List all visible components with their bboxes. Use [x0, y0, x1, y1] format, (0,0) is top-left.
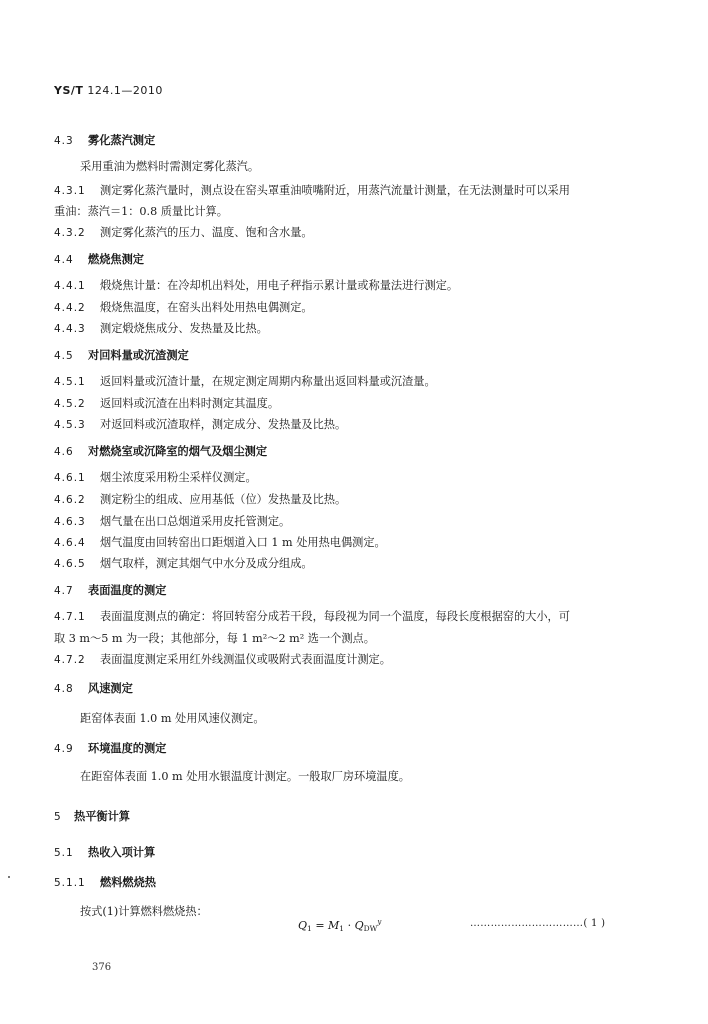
section-heading-h45 [54, 347, 189, 363]
paragraph-line-p431b [54, 203, 228, 219]
clause-text: 烟气温度由回转窑出口距烟道入口 1 m 处用热电偶测定。 [100, 536, 386, 549]
clause-number: 4.6 [54, 446, 74, 458]
section-heading-h511 [54, 874, 156, 890]
paragraph-line-p431a [54, 182, 570, 198]
paragraph-line-p441 [54, 277, 458, 293]
clause-text: 烟尘浓度采用粉尘采样仪测定。 [100, 471, 257, 484]
clause-text: 取 3 m～5 m 为一段；其他部分，每 1 m²～2 m² 选一个测点。 [54, 632, 375, 645]
clause-number: 4.3 [54, 135, 74, 147]
clause-text: 距窑体表面 1.0 m 处用风速仪测定。 [80, 712, 265, 725]
paragraph-line-p442 [54, 299, 313, 315]
paragraph-line-p443 [54, 320, 268, 336]
clause-text: 表面温度测定采用红外线测温仪或吸附式表面温度计测定。 [100, 653, 391, 666]
section-heading-h5 [54, 808, 130, 824]
section-heading-h47 [54, 582, 166, 598]
clause-text: 表面温度的测定 [88, 584, 167, 597]
clause-text: 燃烧焦测定 [88, 253, 144, 266]
standard-header [54, 84, 163, 97]
paragraph-line-p49 [80, 768, 410, 784]
clause-text: 煅烧焦计量：在冷却机出料处，用电子秤指示累计量或称量法进行测定。 [100, 279, 459, 292]
section-heading-h48 [54, 680, 133, 696]
clause-text: 表面温度测点的确定：将回转窑分成若干段，每段视为同一个温度，每段长度根据窑的大小，可 [100, 610, 570, 623]
clause-number: 4.4 [54, 254, 74, 266]
clause-text: 燃料燃烧热 [100, 876, 156, 889]
clause-text: 按式(1)计算燃料燃烧热： [80, 905, 208, 918]
clause-text: 热收入项计算 [88, 846, 156, 859]
clause-text: 测定粉尘的组成、应用基低（位）发热量及比热。 [100, 493, 347, 506]
clause-number: 4.8 [54, 683, 74, 695]
clause-text: 烟气取样，测定其烟气中水分及成分组成。 [100, 557, 313, 570]
page-number: 376 [92, 962, 112, 973]
paragraph-line-p471a [54, 608, 570, 624]
clause-number: 4.5.2 [54, 398, 86, 410]
paragraph-line-p452 [54, 395, 279, 411]
clause-text: 烟气量在出口总烟道采用皮托管测定。 [100, 515, 291, 528]
clause-number: 4.5 [54, 350, 74, 362]
clause-number: 4.4.3 [54, 323, 86, 335]
clause-number: 4.4.1 [54, 280, 86, 292]
clause-number: 4.6.5 [54, 558, 86, 570]
clause-text: 对燃烧室或沉降室的烟气及烟尘测定 [88, 445, 268, 458]
clause-text: 雾化蒸汽测定 [88, 134, 156, 147]
clause-text: 测定雾化蒸汽量时，测点设在窑头罩重油喷嘴附近，用蒸汽流量计测量，在无法测量时可以采用 [100, 184, 570, 197]
clause-number: 4.5.3 [54, 419, 86, 431]
equation-1 [0, 918, 708, 934]
paragraph-line-p511 [80, 903, 208, 919]
clause-text: 采用重油为燃料时需测定雾化蒸汽。 [80, 160, 260, 173]
paragraph-line-p465 [54, 555, 313, 571]
standard-code: YS/T [54, 84, 84, 97]
paragraph-line-p461 [54, 469, 257, 485]
paragraph-line-p464 [54, 534, 386, 550]
paragraph-line-p463 [54, 513, 290, 529]
paragraph-line-p462 [54, 491, 346, 507]
clause-number: 4.6.4 [54, 537, 86, 549]
clause-text: 测定雾化蒸汽的压力、温度、饱和含水量。 [100, 226, 313, 239]
clause-number: 4.7.2 [54, 654, 86, 666]
clause-number: 4.6.2 [54, 494, 86, 506]
clause-text: 测定煅烧焦成分、发热量及比热。 [100, 322, 268, 335]
equation-number: ( 1 ) [583, 918, 606, 929]
section-heading-h51 [54, 844, 155, 860]
formula-expression: $Q_1 = M_1 \cdot Q_{DW}^y$ [298, 918, 382, 933]
paragraph-line-p48 [80, 710, 265, 726]
clause-number: 4.3.1 [54, 185, 86, 197]
clause-number: 5.1.1 [54, 877, 86, 889]
clause-number: 4.7 [54, 585, 74, 597]
clause-number: 4.5.1 [54, 376, 86, 388]
clause-text: 风速测定 [88, 682, 133, 695]
section-heading-h46 [54, 443, 267, 459]
clause-text: 煅烧焦温度，在窑头出料处用热电偶测定。 [100, 301, 313, 314]
clause-text: 对返回料或沉渣取样，测定成分、发热量及比热。 [100, 418, 347, 431]
clause-number: 4.4.2 [54, 302, 86, 314]
clause-number: 4.9 [54, 743, 74, 755]
clause-text: 对回料量或沉渣测定 [88, 349, 189, 362]
section-heading-h49 [54, 740, 166, 756]
clause-number: 4.6.3 [54, 516, 86, 528]
paragraph-line-p451 [54, 373, 436, 389]
paragraph-line-p472 [54, 651, 391, 667]
paragraph-line-p432 [54, 224, 313, 240]
clause-number: 4.7.1 [54, 611, 86, 623]
paragraph-line-p453 [54, 416, 346, 432]
equation-leader: ……………………………( 1 ) [470, 918, 606, 929]
clause-text: 热平衡计算 [74, 810, 130, 823]
scan-speck [8, 876, 10, 878]
section-heading-h43 [54, 132, 155, 148]
clause-text: 重油：蒸汽＝1：0.8 质量比计算。 [54, 205, 228, 218]
paragraph-line-p471b [54, 630, 375, 646]
clause-text: 返回料或沉渣在出料时测定其温度。 [100, 397, 280, 410]
clause-text: 在距窑体表面 1.0 m 处用水银温度计测定。一般取厂房环境温度。 [80, 770, 410, 783]
paragraph-line-p43 [80, 158, 259, 174]
clause-number: 4.6.1 [54, 472, 86, 484]
standard-number: 124.1—2010 [87, 84, 163, 97]
clause-number: 5.1 [54, 847, 74, 859]
clause-number: 4.3.2 [54, 227, 86, 239]
clause-number: 5 [54, 811, 61, 823]
clause-text: 环境温度的测定 [88, 742, 167, 755]
section-heading-h44 [54, 251, 144, 267]
clause-text: 返回料量或沉渣计量，在规定测定周期内称量出返回料量或沉渣量。 [100, 375, 436, 388]
